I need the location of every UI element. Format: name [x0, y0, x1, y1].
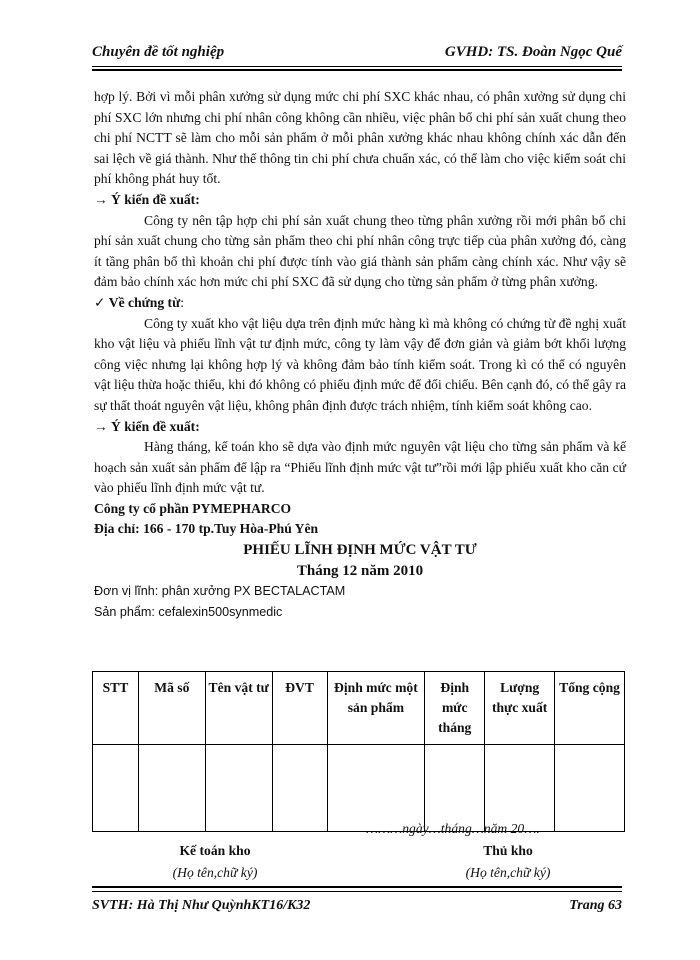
paragraph-2: Công ty nên tập hợp chi phí sản xuất chung theo từng phân xưởng rồi mới phân bổ chi phí sản xuất chung cho từng sản phẩm theo chi phí nhân công trực tiếp của phân xưởng đó, càng ít tầng phân bổ thì khoản chi phí được tính vào giá thành sản phẩm càng chính xác. Như vậy sẽ đảm bảo chính xác hơn mức chi phí SXC đã sử dụng cho từng sản phẩm ở từng phân xưởng. — [94, 212, 626, 290]
footer-student: SVTH: Hà Thị Như QuỳnhKT16/K32 — [92, 898, 311, 913]
table-cell — [555, 745, 625, 832]
company-address: Địa chỉ: 166 - 170 tp.Tuy Hòa-Phú Yên — [94, 521, 319, 537]
column-header: Tổng cộng — [555, 672, 625, 745]
material-requisition-table — [92, 671, 625, 832]
signer-role: Kế toán kho — [179, 843, 251, 858]
table-cell — [327, 745, 425, 832]
form-period: Tháng 12 năm 2010 — [296, 562, 424, 579]
table-cell — [425, 745, 485, 832]
checkmark-icon: ✓ — [94, 294, 106, 310]
table-cell — [485, 745, 555, 832]
company-name: Công ty cổ phần PYMEPHARCO — [94, 500, 292, 516]
column-header: Lượng thực xuất — [485, 672, 555, 745]
footer-rule-thick — [92, 886, 622, 888]
footer-page-number: Trang 63 — [569, 898, 622, 913]
header-rule-thick — [92, 69, 622, 71]
signature-storekeeper — [443, 840, 573, 884]
form-product: Sản phẩm: cefalexin500synmedic — [94, 604, 283, 619]
signature-storekeeper-accountant — [150, 840, 280, 884]
header-title: Chuyên đề tốt nghiệp — [92, 44, 225, 60]
heading-proposal-2: → Ý kiến đề xuất: — [94, 418, 200, 434]
form-title: PHIẾU LĨNH ĐỊNH MỨC VẬT TƯ — [243, 542, 477, 559]
paragraph-1: hợp lý. Bởi vì mỗi phân xưởng sử dụng mức chi phí SXC khác nhau, có phân xưởng sử dụng chi phí SXC lớn nhưng chi phí nhân công không cần nhiều, việc phân bổ chi phí sản xuất chung theo chi phí NCTT sẽ làm cho mỗi sản phẩm ở mỗi phân xưởng khác nhau không chính xác dẫn đến sai lệch về giá thành. Như thế thông tin chi phí chưa chuẩn xác, có thể làm cho việc kiểm soát chi phí không phát huy tốt. — [94, 89, 626, 187]
table-cell — [93, 745, 139, 832]
table-cell — [272, 745, 327, 832]
heading-documents-colon: : — [180, 294, 185, 310]
footer-rule-thin — [92, 891, 622, 892]
column-header: Tên vật tư — [205, 672, 272, 745]
column-header: Định mức tháng — [425, 672, 485, 745]
date-line: ………ngày…tháng…năm 20…. — [366, 821, 540, 836]
column-header: Định mức một sản phẩm — [327, 672, 425, 745]
paragraph-4: Hàng tháng, kế toán kho sẽ dựa vào định mức nguyên vật liệu cho từng sản phẩm và kế hoạch sản xuất sản phẩm để lập ra “Phiếu lĩnh định mức vật tư”rồi mới lập phiếu xuất kho căn cứ vào phiếu lĩnh định mức vật tư. — [94, 439, 626, 496]
column-header: Mã số — [138, 672, 205, 745]
heading-documents — [94, 293, 626, 314]
form-unit: Đơn vị lĩnh: phân xưởng PX BECTALACTAM — [94, 584, 346, 599]
table-cell — [138, 745, 205, 832]
signer-role: Thủ kho — [483, 843, 533, 858]
header-rule-thin — [92, 66, 622, 67]
paragraph-3: Công ty xuất kho vật liệu dựa trên định mức hàng kì mà không có chứng từ đề nghị xuất kho vật liệu và phiếu lĩnh vật tư định mức, công ty làm vậy để đơn giản và giảm bớt khối lượng công việc nhưng lại không hợp lý và không đảm bảo tính kiểm soát. Trong kì có thể có nguyên vật liệu thừa hoặc thiếu, khi đó không có phiếu định mức để đối chiếu. Bên cạnh đó, có thể gây ra sự thất thoát nguyên vật liệu, không phân định được trách nhiệm, tính kiểm soát không cao. — [94, 315, 626, 413]
signer-note: (Họ tên,chữ ký) — [172, 865, 258, 880]
column-header: STT — [93, 672, 139, 745]
heading-documents-label: Về chứng từ — [108, 294, 181, 310]
header-advisor: GVHD: TS. Đoàn Ngọc Quế — [444, 44, 622, 60]
signer-note: (Họ tên,chữ ký) — [465, 865, 551, 880]
table-header-row — [93, 672, 625, 745]
column-header: ĐVT — [272, 672, 327, 745]
table-row — [93, 745, 625, 832]
document-body — [94, 87, 626, 622]
table-cell — [205, 745, 272, 832]
heading-proposal-1: → Ý kiến đề xuất: — [94, 191, 200, 207]
